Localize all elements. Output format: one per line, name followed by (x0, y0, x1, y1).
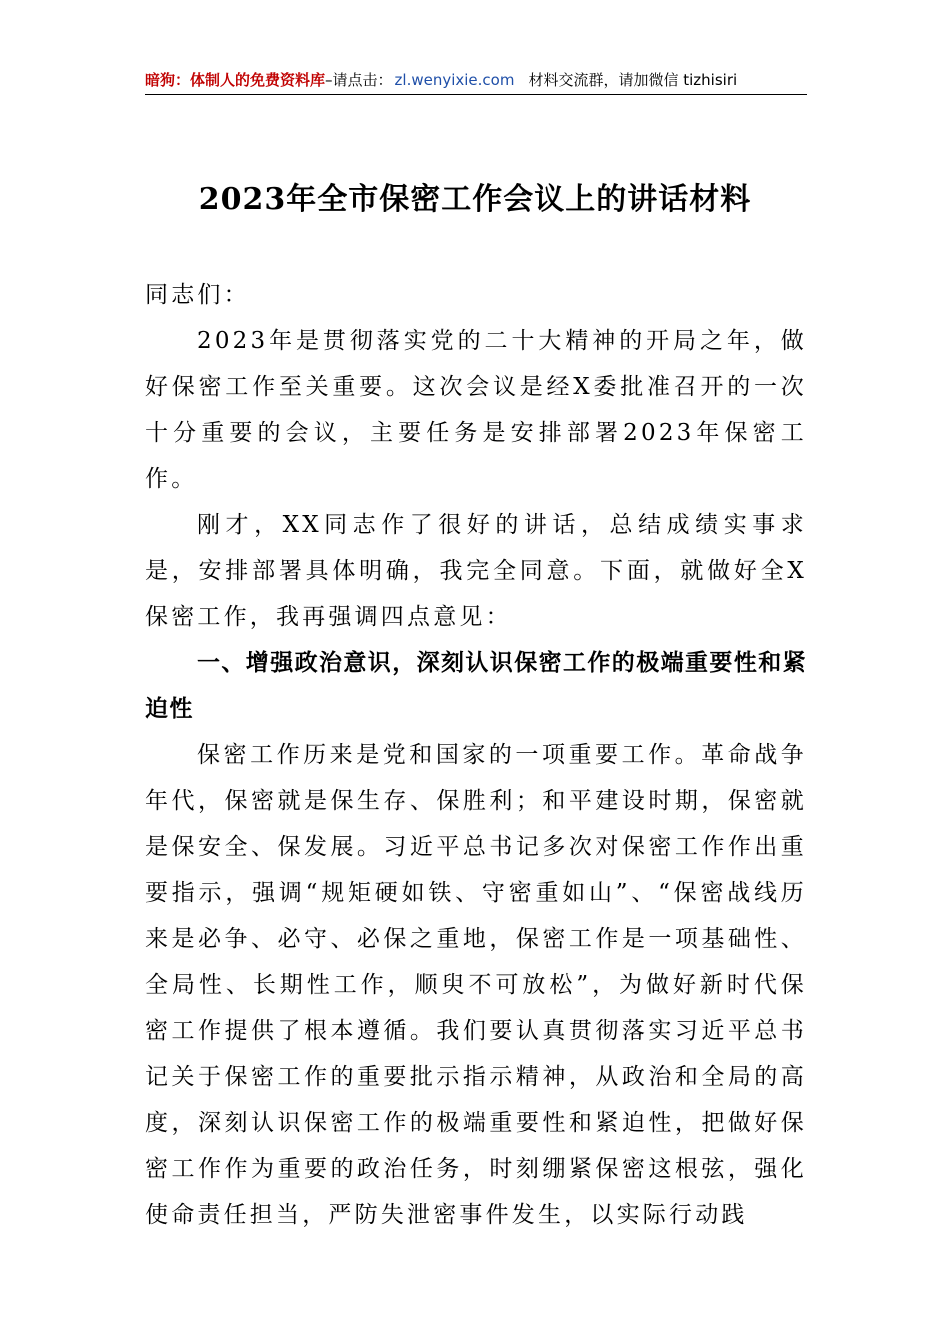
section-heading-1: 一、增强政治意识，深刻认识保密工作的极端重要性和紧迫性 (145, 650, 807, 722)
page-header (145, 68, 807, 95)
paragraph-opinions: 刚才，XX同志作了很好的讲话，总结成绩实事求是，安排部署具体明确，我完全同意。下面，就做好全X保密工作，我再强调四点意见： (145, 512, 807, 630)
document-title: 2023年全市保密工作会议上的讲话材料 (198, 182, 752, 217)
header-url-link[interactable]: zl.wenyixie.com (394, 71, 515, 89)
header-cta: –请点击： (325, 71, 393, 89)
document-body (145, 272, 807, 1238)
paragraph-intro: 2023年是贯彻落实党的二十大精神的开局之年，做好保密工作至关重要。这次会议是经X委批准召开的一次十分重要的会议，主要任务是安排部署2023年保密工作。 (145, 328, 807, 492)
header-group-info: 材料交流群，请加微信 tizhisiri (528, 71, 738, 89)
header-brand: 暗狗：体制人的免费资料库 (145, 71, 326, 89)
section-1-body: 保密工作历来是党和国家的一项重要工作。革命战争年代，保密就是保生存、保胜利；和平建设时期，保密就是保安全、保发展。习近平总书记多次对保密工作作出重要指示，强调“规矩硬如铁、守密重如山”、“保密战线历来是必争、必守、必保之重地，保密工作是一项基础性、全局性、长期性工作，顺臾不可放松”，为做好新时代保密工作提供了根本遵循。我们要认真贯彻落实习近平总书记关于保密工作的重要批示指示精神，从政治和全局的高度，深刻认识保密工作的极端重要性和紧迫性，把做好保密工作作为重要的政治任务，时刻绷紧保密这根弦，强化使命责任担当，严防失泄密事件发生，以实际行动践 (145, 742, 807, 1228)
salutation: 同志们： (145, 282, 250, 308)
